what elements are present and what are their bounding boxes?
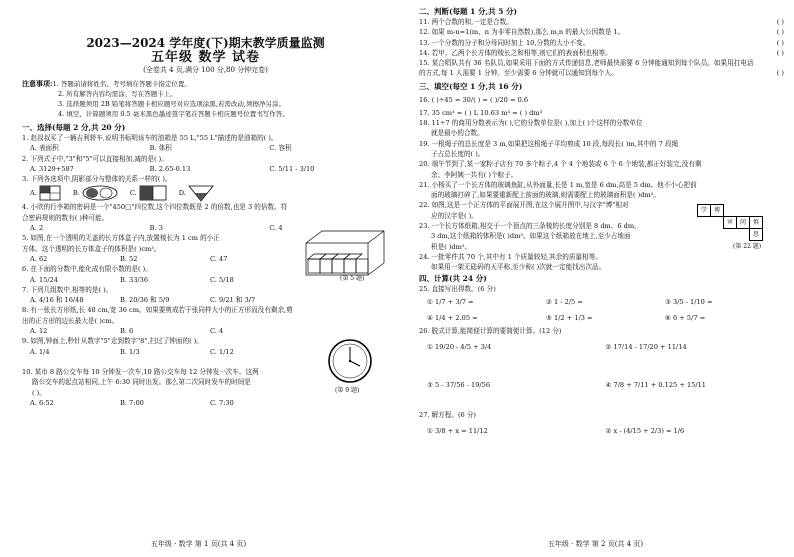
net-cell: 学 bbox=[697, 204, 711, 217]
option: B. 体积 bbox=[149, 144, 172, 153]
option: A. 2 bbox=[30, 224, 44, 233]
question-5-options bbox=[22, 254, 300, 264]
calc-item: ③ 3/5 - 1/10 = bbox=[665, 297, 713, 306]
judge-14: 14. 若甲、乙两个长方体的棱长之和相等,则它们的表面积也相等。 ( ) bbox=[419, 48, 784, 57]
judge-12: 12. 如果 m-n=1(m、n 为非零自然数),那么 m,n 的最大公因数是 1。 ( ) bbox=[419, 28, 784, 37]
question-10: 10. 某市 8 路公交车每 10 分钟发一次车,10 路公交车每 12 分钟发一次车。这两 bbox=[22, 367, 259, 376]
net-cell: 审 bbox=[723, 216, 737, 229]
fill-24: 24. 一批零件共 70 个,其中有 1 个质量较轻,其余的质量相等。 bbox=[419, 252, 602, 261]
option: A. bbox=[30, 189, 37, 198]
note-2: 2. 所有解答内容均需涂、写在答题卡上。 bbox=[58, 90, 177, 98]
page-footer-right: 五年级 · 数学 第 2 页(共 4 页) bbox=[547, 540, 644, 548]
calc-item: ⑤ 1/2 + 1/3 = bbox=[546, 313, 593, 322]
option: C. 47 bbox=[210, 254, 228, 263]
option: C. 5/18 bbox=[210, 275, 234, 284]
calc-item: ④ 7/8 + 7/11 + 0.125 + 15/11 bbox=[605, 381, 706, 390]
fill-21: 21. 小杨买了一个长方体的玻璃鱼缸,从外面量,长是 1 m,宽是 6 dm,高是 5 dm。他不小心把前 bbox=[419, 180, 697, 189]
question-1-options bbox=[22, 143, 389, 153]
option: B. 6 bbox=[120, 327, 134, 336]
calc-25-row2 bbox=[419, 310, 784, 326]
option: C. 7:30 bbox=[210, 398, 234, 407]
option: C. 4 bbox=[269, 224, 283, 233]
section-1-heading: 一、选择(每题 2 分,共 20 分) bbox=[22, 123, 126, 132]
net-cell: 慎 bbox=[749, 216, 763, 229]
note-4: 4. 填空、计算题须用 0.5 毫米黑色墨迹签字笔在答题卡相应题号位置书写作答。 bbox=[58, 110, 289, 118]
fill-22-block bbox=[419, 200, 784, 272]
fill-17: 17. 35 cm³ = ( ) L 10.63 m³ = ( ) dm³ bbox=[419, 108, 543, 117]
exam-meta: (全卷共 4 页,满分 100 分,80 分钟完卷) bbox=[143, 66, 268, 74]
calc-item: ① 3/8 + x = 11/12 bbox=[427, 427, 488, 436]
cube-net bbox=[697, 204, 781, 251]
question-7: 7. 下列几组数中,相等的是( )。 bbox=[22, 285, 113, 294]
clock-icon bbox=[327, 338, 373, 384]
figure-c bbox=[139, 185, 167, 201]
figure-22-caption: (第 22 题) bbox=[733, 243, 762, 251]
question-3-options bbox=[22, 184, 389, 202]
option: B. 7:00 bbox=[120, 398, 144, 407]
option: C. bbox=[129, 189, 137, 198]
note-3: 3. 选择题须用 2B 铅笔将答题卡相应题号对应选项涂黑,若需改动,须擦净另涂。 bbox=[58, 100, 285, 108]
fill-18-cont: 就是最小的合数。 bbox=[431, 129, 484, 138]
net-cell: 思 bbox=[749, 228, 763, 241]
fill-24-cont: 如果用一架无砝码的天平称,至少称( )次就一定能找出次品。 bbox=[431, 263, 606, 272]
option: A. 4/16 和 16/48 bbox=[30, 296, 84, 305]
calc-item: ② x - (4/15 + 2/3) = 1/6 bbox=[605, 427, 685, 436]
calc-27: 27. 解方程。(6 分) bbox=[419, 411, 476, 420]
calc-item: ③ 5 - 37/56 - 19/56 bbox=[427, 381, 491, 390]
option: B. 52 bbox=[120, 254, 138, 263]
figure-d bbox=[188, 185, 214, 202]
exam-subtitle: 五年级 数学 试卷 bbox=[150, 50, 261, 65]
calc-item: ① 1/7 + 3/7 = bbox=[427, 297, 474, 306]
calc-25-row1 bbox=[419, 294, 784, 310]
note-1: 1. 答题前请将姓名、考号填在答题卡指定位置。 bbox=[52, 80, 191, 88]
option: C. 4 bbox=[210, 327, 224, 336]
figure-9-caption: (第 9 题) bbox=[335, 387, 360, 395]
question-2: 2. 下列式子中,"3"和"5"可以直接相加,减的是( )。 bbox=[22, 154, 168, 163]
question-10-options bbox=[22, 398, 300, 408]
question-5: 5. 如图,在一个透明的无盖的长方体盒子内,放置棱长为 1 cm 的小正 bbox=[22, 234, 220, 243]
calc-item: ④ 1/4 + 2.05 = bbox=[427, 313, 478, 322]
calc-item: ② 17/14 - 17/20 + 11/14 bbox=[605, 343, 687, 352]
net-cell: 博 bbox=[710, 204, 724, 217]
calc-item: ② 1 - 2/5 = bbox=[546, 297, 583, 306]
question-1: 1. 赵叔叔买了一辆吉利轿车,说明书标明该车的油箱是 55 L,"55 L"描述的是油箱的( )。 bbox=[22, 134, 278, 142]
section-4-heading: 四、计算(共 24 分) bbox=[419, 273, 487, 283]
question-4-cont: 合密码规则的数有( )种可能。 bbox=[22, 213, 109, 222]
section-3-heading: 三、填空(每空 1 分,共 16 分) bbox=[419, 81, 523, 91]
figure-a bbox=[39, 185, 61, 201]
judge-11: 11. 两个合数的和,一定是合数。 ( ) bbox=[419, 18, 784, 26]
fill-21-cont: 面的玻璃打碎了,如果要重新配上前面的玻璃,则需要配上的玻璃面积是( )dm²。 bbox=[431, 191, 660, 200]
option: C. 1/12 bbox=[210, 347, 234, 356]
option: A. 3129+587 bbox=[30, 164, 74, 173]
question-10-cont2: ( )。 bbox=[32, 388, 46, 397]
question-9: 9. 如图,钟面上,秒针从数字"5"走到数字"8",扫过了钟面的( )。 bbox=[22, 337, 203, 346]
option: B. 1/3 bbox=[120, 347, 140, 356]
question-8: 8. 有一张长方形纸,长 48 cm,宽 36 cm。如果要剪成若干张同样大小的正方形而没有剩余,剪 bbox=[22, 306, 293, 315]
question-4: 4. 小欣的行李箱的密码是一个"450□"四位数,这个四位数既是 2 的倍数,也是 3 的倍数。符 bbox=[22, 203, 288, 212]
section-2-heading: 二、判断(每题 1 分,共 5 分) bbox=[419, 7, 518, 16]
fill-19-cont: 子占总长度的( )。 bbox=[431, 149, 485, 158]
fill-23-cont2: 积是( )dm²。 bbox=[431, 242, 472, 251]
option: B. 20/36 和 5/9 bbox=[120, 296, 170, 305]
figure-b bbox=[82, 185, 118, 201]
calc-25: 25. 直接写出得数。(6 分) bbox=[419, 284, 496, 293]
exam-title: 2023—2024 学年度(下)期末教学质量监测 bbox=[86, 36, 325, 50]
question-2-options bbox=[22, 164, 389, 174]
question-8-cont: 出的正方形的边长最大是( )cm。 bbox=[22, 316, 119, 325]
box-figure bbox=[304, 229, 388, 279]
fill-16: 16. ( )÷45 = 30/( ) = ( )/20 = 0.6 bbox=[419, 95, 529, 104]
option: A. 6:52 bbox=[30, 398, 54, 407]
question-7-options bbox=[22, 295, 300, 305]
question-9-options bbox=[22, 347, 300, 357]
question-8-options bbox=[22, 326, 300, 336]
fill-20: 20. 端午节到了,某一家粽子店有 70 多个粽子,4 个 4 个地装或 6 个 6 个地装,都正好装完,没有剩 bbox=[419, 160, 702, 169]
calc-26-row1 bbox=[419, 336, 784, 358]
net-cell: 问 bbox=[736, 216, 750, 229]
notes-heading: 注意事项: bbox=[22, 79, 53, 88]
option: B. 33/36 bbox=[120, 275, 149, 284]
question-5-cont: 方体。这个透明的长方体盒子的体积是( )cm³。 bbox=[22, 244, 161, 253]
option: B. 2.65-0.13 bbox=[149, 164, 191, 173]
calc-26: 26. 脱式计算,能简便计算的要简便计算。(12 分) bbox=[419, 326, 562, 335]
calc-item: ⑥ 6 + 5/7 = bbox=[665, 313, 706, 322]
calc-27-row bbox=[419, 420, 784, 442]
question-3: 3. 下列各选项中,阴影部分与整体的关系一样的( )。 bbox=[22, 175, 172, 184]
question-6-options bbox=[22, 275, 300, 285]
page-right bbox=[397, 0, 794, 557]
option: A. 12 bbox=[30, 327, 48, 336]
option: A. 15/24 bbox=[30, 275, 58, 284]
fill-22-cont: 应的汉字是( )。 bbox=[431, 211, 478, 220]
notes bbox=[22, 79, 389, 119]
option: B. 3 bbox=[149, 224, 163, 233]
fill-23-cont: 3 dm,这个纸箱的体积是( )dm³。如果这个纸箱放在地上,至少占地面 bbox=[431, 232, 631, 241]
option: C. 容积 bbox=[269, 144, 292, 153]
option: C. 9/21 和 3/7 bbox=[210, 296, 256, 305]
fill-20-cont: 余。李阿姨一共有( )个粽子。 bbox=[431, 170, 518, 179]
question-6: 6. 在下面的分数中,能化成有限小数的是( )。 bbox=[22, 265, 152, 274]
fill-22: 22. 如图,这是一个正方体的平面展开图,在这个展开图中,与汉字"博"相对 bbox=[419, 201, 629, 210]
figure-5-caption: (第 5 题) bbox=[340, 275, 365, 283]
fill-19: 19. 一根绳子的总长度是 3 m,如果把这根绳子平均剪成 10 段,每段长( )m,其中的 7 段绳 bbox=[419, 139, 679, 148]
option: B. bbox=[72, 189, 80, 198]
option: D. bbox=[178, 189, 186, 198]
page-footer-left: 五年级 · 数学 第 1 页(共 4 页) bbox=[150, 540, 247, 548]
fill-18: 18. 11÷7 的商用分数表示为( ),它的分数单位是( ),加上( )个这样的分数单位 bbox=[419, 119, 643, 128]
option: A. 62 bbox=[30, 254, 48, 263]
judge-15: 15. 某合唱队共有 36 名队员,如果采用下面的方式传递信息,老师最快需要 6 分钟能通知到每个队员。如果用打电话的方式,每 1 人需要 1 分钟。至少需要 6 分钟就可以通知到每个人。 ( ) bbox=[419, 59, 784, 78]
question-10-cont: 路公交车的起点站相同,上午 6:30 同时出发。那么第二次同时发车的时间是 bbox=[32, 378, 251, 387]
fill-23: 23. 一个长方体纸箱,相交于一个顶点的三条棱的长度分别是 8 dm、6 dm, bbox=[419, 222, 637, 231]
calc-item: ① 19/20 - 4/5 + 3/4 bbox=[427, 343, 492, 352]
option: A. 1/4 bbox=[30, 347, 50, 356]
option: A. 表面积 bbox=[30, 144, 59, 153]
judge-13: 13. 一个分数的分子和分母同时加上 10,分数的大小不变。 ( ) bbox=[419, 38, 784, 47]
option: C. 5/11 - 3/10 bbox=[269, 164, 315, 173]
calc-26-row2 bbox=[419, 374, 784, 396]
